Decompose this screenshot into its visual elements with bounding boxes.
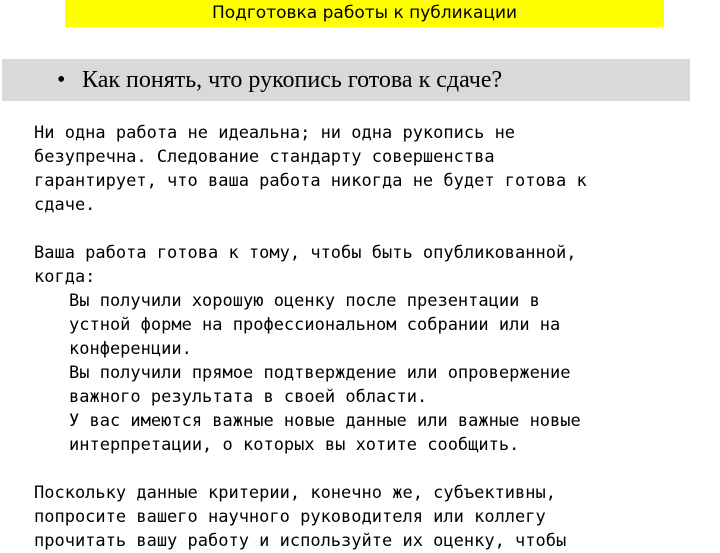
paragraph-advice: Поскольку данные критерии, конечно же, субъективны, попросите вашего научного руководителя или коллегу прочитать вашу работу и используйте их оценку, чтобы	[34, 483, 567, 551]
criteria-item: Вы получили прямое подтверждение или опровержение важного результата в своей области.	[69, 363, 571, 407]
criteria-item: Вы получили хорошую оценку после презентации в устной форме на профессиональном собрании или на конференции.	[69, 291, 561, 359]
paragraph-ready-when: Ваша работа готова к тому, чтобы быть опубликованной, когда:	[34, 243, 577, 287]
question-text: Как понять, что рукопись готова к сдаче?	[82, 67, 503, 93]
bullet-marker: •	[57, 67, 66, 93]
slide-title-banner: Подготовка работы к публикации	[65, 0, 664, 27]
paragraph-intro: Ни одна работа не идеальна; ни одна рукопись не безупречна. Следование стандарту совершенства гарантирует, что ваша работа никогда не будет готова к сдаче.	[34, 123, 587, 215]
criteria-item: У вас имеются важные новые данные или важные новые интерпретации, о которых вы хотите сообщить.	[69, 411, 581, 455]
criteria-list	[69, 289, 689, 457]
question-bar	[2, 59, 690, 101]
